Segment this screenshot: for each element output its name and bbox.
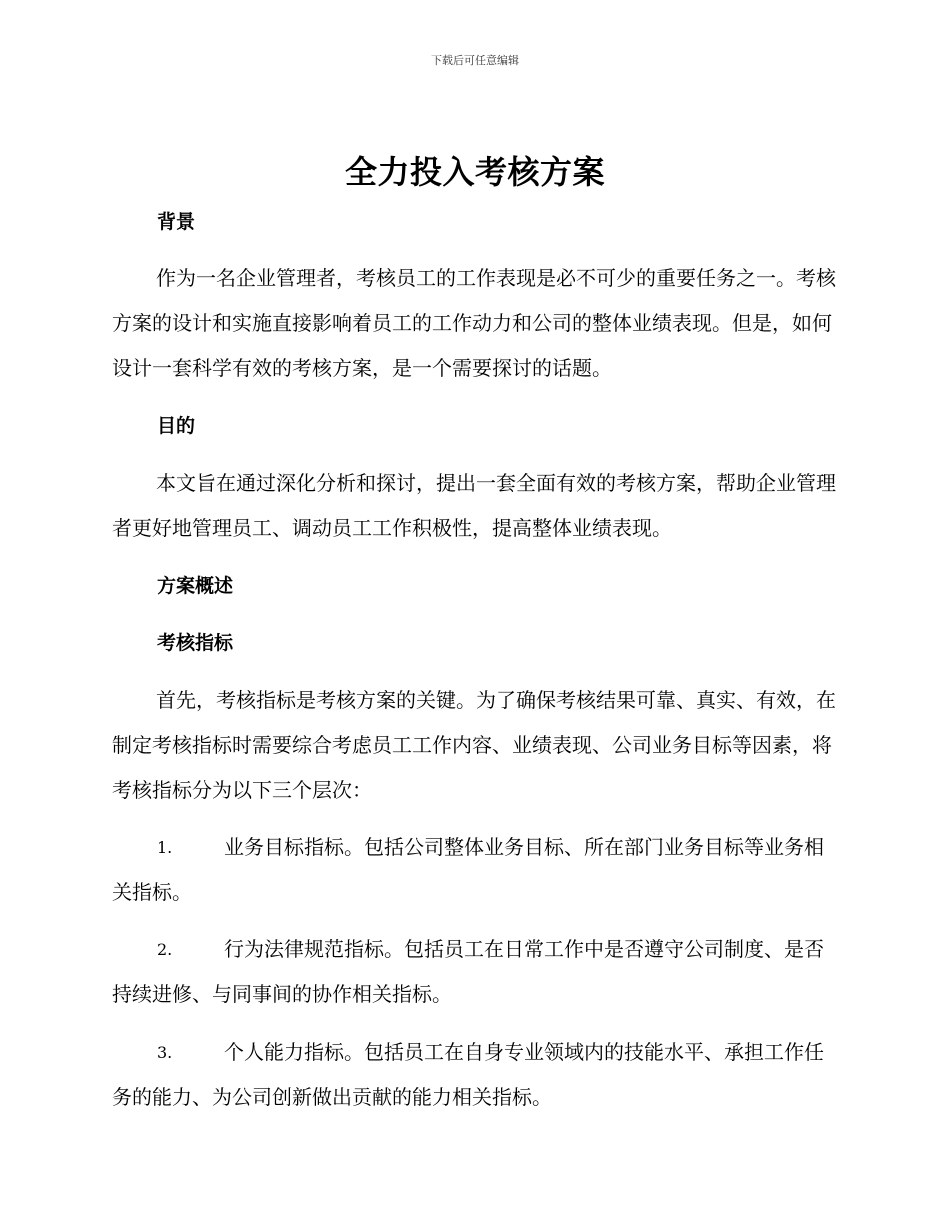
list-item-text: 行为法律规范指标。包括员工在日常工作中是否遵守公司制度、是否持续进修、与同事间的协作相关指标。	[112, 937, 824, 1006]
list-item-number: 1.	[157, 838, 173, 857]
paragraph-background: 作为一名企业管理者，考核员工的工作表现是必不可少的重要任务之一。考核方案的设计和实施直接影响着员工的工作动力和公司的整体业绩表现。但是，如何设计一套科学有效的考核方案，是一个需要探讨的话题。	[112, 266, 836, 380]
paragraph-purpose: 本文旨在通过深化分析和探讨，提出一套全面有效的考核方案，帮助企业管理者更好地管理员工、调动员工工作积极性，提高整体业绩表现。	[112, 471, 836, 540]
page-header-note: 下载后可任意编辑	[431, 54, 519, 67]
list-item	[112, 1030, 836, 1120]
heading-purpose: 目的	[157, 415, 196, 437]
heading-background: 背景	[157, 211, 196, 233]
paragraph-indicators: 首先，考核指标是考核方案的关键。为了确保考核结果可靠、真实、有效，在制定考核指标时需要综合考虑员工工作内容、业绩表现、公司业务目标等因素，将考核指标分为以下三个层次：	[112, 688, 836, 802]
heading-indicators: 考核指标	[157, 632, 234, 654]
list-item-text: 个人能力指标。包括员工在自身专业领域内的技能水平、承担工作任务的能力、为公司创新做出贡献的能力相关指标。	[112, 1040, 824, 1109]
list-item-number: 3.	[157, 1043, 173, 1062]
list-item	[112, 825, 836, 915]
list-item-number: 2.	[157, 940, 173, 959]
list-item-text: 业务目标指标。包括公司整体业务目标、所在部门业务目标等业务相关指标。	[112, 835, 824, 904]
document-title: 全力投入考核方案	[344, 153, 605, 191]
list-item	[112, 927, 836, 1017]
heading-overview: 方案概述	[157, 575, 234, 597]
